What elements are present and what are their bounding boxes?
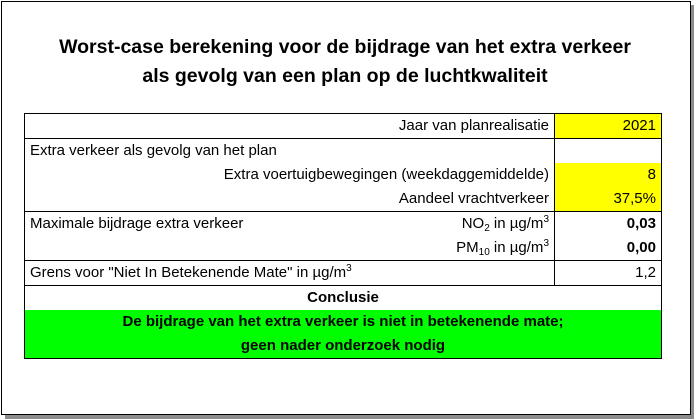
row-no2 bbox=[25, 212, 662, 237]
conclusion-header: Conclusie bbox=[25, 286, 662, 311]
pm10-unit-label: $PM_{10}$ in $\mu g/m^3$ bbox=[25, 236, 555, 261]
row-extra-traffic-header bbox=[25, 139, 662, 164]
nibm-value: 1,2 bbox=[555, 261, 662, 286]
title-line-1: Worst-case berekening voor de bijdrage van het extra verkeer bbox=[59, 36, 631, 58]
year-label: Jaar van planrealisatie bbox=[25, 114, 555, 139]
calculation-table bbox=[24, 113, 662, 359]
conclusion-line-2: geen nader onderzoek nodig bbox=[25, 334, 662, 359]
no2-label-cell bbox=[25, 212, 555, 237]
vehicle-movements-value[interactable]: 8 bbox=[555, 163, 662, 187]
row-pm10 bbox=[25, 236, 662, 261]
pm10-value: 0,00 bbox=[555, 236, 662, 261]
page-title bbox=[0, 33, 690, 91]
row-nibm bbox=[25, 261, 662, 286]
truck-share-value[interactable]: 37,5% bbox=[555, 187, 662, 212]
row-truck-share bbox=[25, 187, 662, 212]
row-conclusion-line-2 bbox=[25, 334, 662, 359]
truck-share-label: Aandeel vrachtverkeer bbox=[25, 187, 555, 212]
nibm-label: Grens voor "Niet In Betekenende Mate" in $\mu g/m^3$ bbox=[25, 261, 555, 286]
vehicle-movements-label: Extra voertuigbewegingen (weekdaggemiddelde) bbox=[25, 163, 555, 187]
row-year bbox=[25, 114, 662, 139]
extra-traffic-empty bbox=[555, 139, 662, 164]
row-conclusion-header bbox=[25, 286, 662, 311]
title-line-2: als gevolg van een plan op de luchtkwaliteit bbox=[142, 65, 548, 87]
no2-value: 0,03 bbox=[555, 212, 662, 237]
max-contribution-label: Maximale bijdrage extra verkeer bbox=[30, 215, 244, 232]
row-conclusion-line-1 bbox=[25, 310, 662, 334]
year-value[interactable]: 2021 bbox=[555, 114, 662, 139]
extra-traffic-header: Extra verkeer als gevolg van het plan bbox=[25, 139, 555, 164]
no2-unit-label: $NO_2$ in $\mu g/m^3$ bbox=[461, 214, 549, 234]
conclusion-line-1: De bijdrage van het extra verkeer is niet in betekenende mate; bbox=[25, 310, 662, 334]
row-vehicle-movements bbox=[25, 163, 662, 187]
